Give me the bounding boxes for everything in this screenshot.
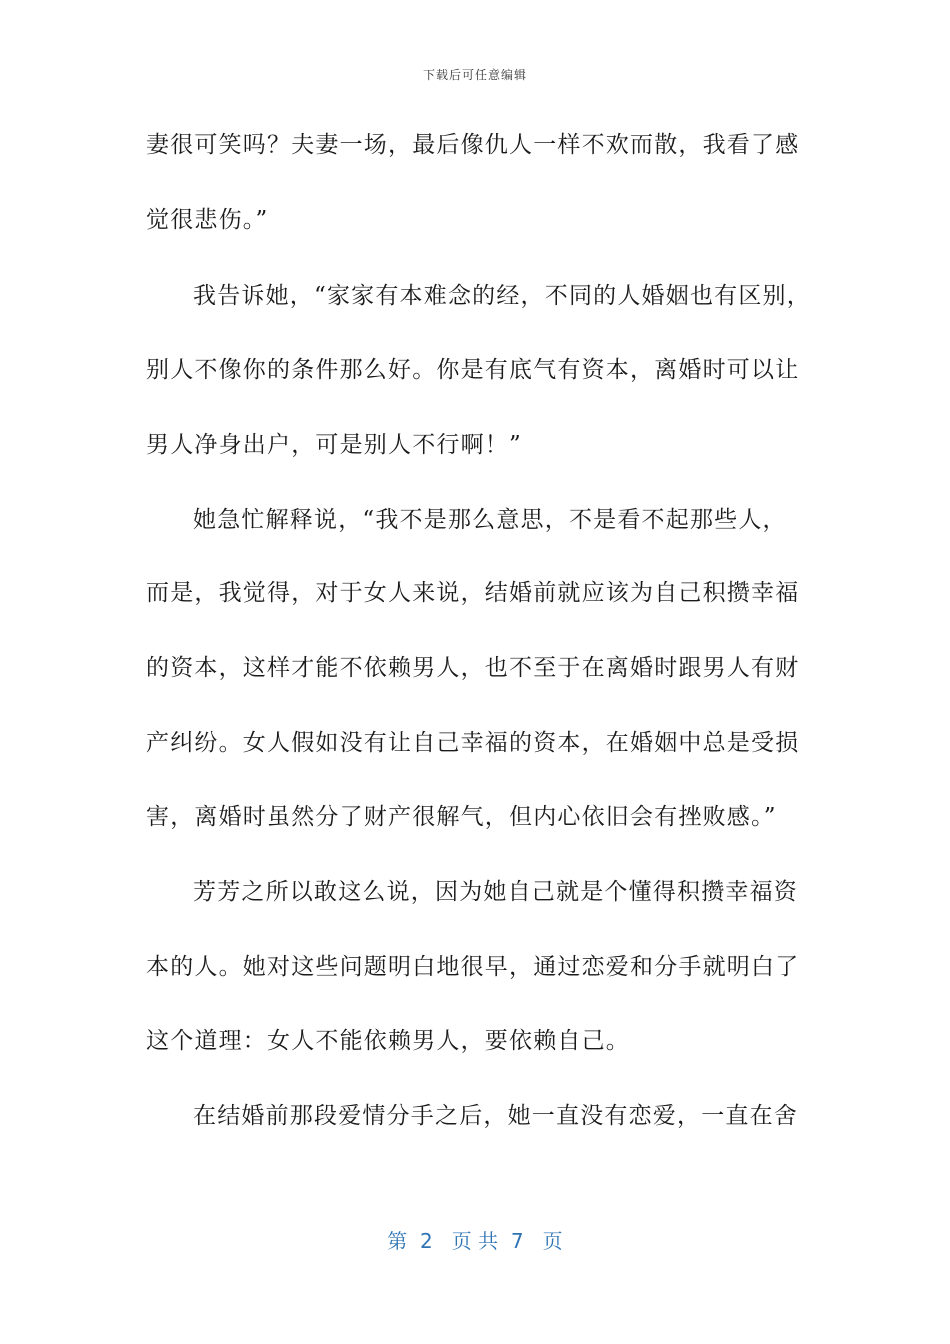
body-line-1: 妻很可笑吗？夫妻一场，最后像仇人一样不欢而散，我看了感 [146,132,800,158]
page-number-footer: 第 2 页 共 7 页 [387,1229,563,1253]
body-line-14: 在结婚前那段爱情分手之后，她一直没有恋爱，一直在舍 [193,1103,798,1129]
body-line-2: 觉很悲伤。” [146,207,269,233]
body-line-6: 她急忙解释说，“我不是那么意思，不是看不起那些人， [193,507,787,533]
body-line-7: 而是，我觉得，对于女人来说，结婚前就应该为自己积攒幸福 [146,580,800,606]
body-line-13: 这个道理：女人不能依赖男人，要依赖自己。 [146,1028,630,1054]
body-line-11: 芳芳之所以敢这么说，因为她自己就是个懂得积攒幸福资 [193,879,798,905]
body-line-8: 的资本，这样才能不依赖男人，也不至于在离婚时跟男人有财 [146,655,800,681]
page-header: 下载后可任意编辑 [422,68,527,82]
body-line-5: 男人净身出户，可是别人不行啊！” [146,432,522,458]
body-line-12: 本的人。她对这些问题明白地很早，通过恋爱和分手就明白了 [146,954,800,980]
body-line-4: 别人不像你的条件那么好。你是有底气有资本，离婚时可以让 [146,357,800,383]
body-line-10: 害，离婚时虽然分了财产很解气，但内心依旧会有挫败感。” [146,804,777,830]
body-line-9: 产纠纷。女人假如没有让自己幸福的资本，在婚姻中总是受损 [146,730,800,756]
body-line-3: 我告诉她，“家家有本难念的经，不同的人婚姻也有区别， [193,283,811,309]
